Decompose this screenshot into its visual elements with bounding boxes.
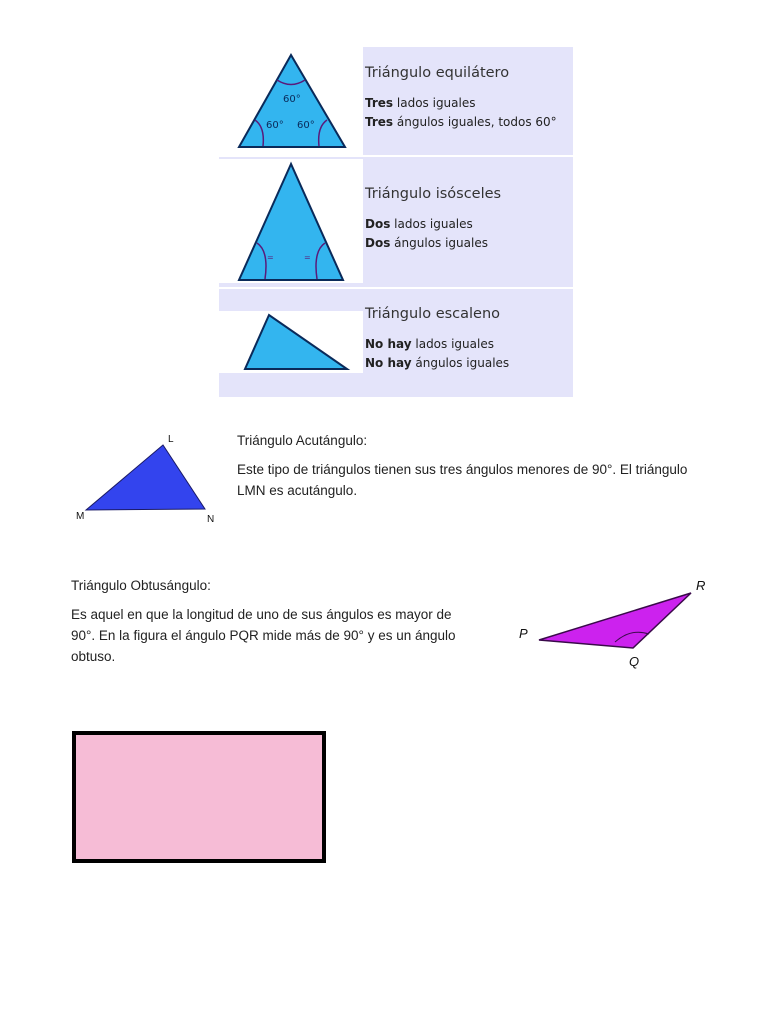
- scalene-sides-line: No hay lados iguales: [365, 337, 494, 351]
- equilateral-triangle-figure: [219, 47, 363, 155]
- vertex-label-R: R: [696, 578, 706, 593]
- equilateral-sides-line: Tres lados iguales: [365, 96, 476, 110]
- equilateral-description: [365, 65, 573, 132]
- acute-description: Este tipo de triángulos tienen sus tres ángulos menores de 90°. El triángulo LMN es acutángulo.: [237, 462, 688, 498]
- row-separator: [219, 155, 573, 157]
- acute-title: Triángulo Acutángulo:: [237, 433, 368, 448]
- equilateral-angles-line: Tres ángulos iguales, todos 60°: [365, 115, 557, 129]
- scalene-angles-line: No hay ángulos iguales: [365, 356, 510, 370]
- isosceles-sides-line: Dos lados iguales: [365, 217, 473, 231]
- obtuse-title: Triángulo Obtusángulo:: [71, 578, 211, 593]
- triangle-classification-table: [219, 47, 573, 397]
- rectangle-figure: [72, 731, 326, 863]
- row-separator: [219, 287, 573, 289]
- angle-label-right: 60°: [297, 120, 315, 131]
- equal-angle-mark-left: =: [267, 253, 274, 262]
- isosceles-triangle-figure: [219, 159, 363, 283]
- isosceles-title: Triángulo isósceles: [365, 186, 502, 202]
- isosceles-angles-line: Dos ángulos iguales: [365, 236, 488, 250]
- vertex-label-P: P: [519, 626, 528, 641]
- equilateral-title: Triángulo equilátero: [365, 65, 510, 81]
- vertex-label-M: M: [76, 511, 85, 522]
- equal-angle-mark-right: =: [304, 253, 311, 262]
- scalene-title: Triángulo escaleno: [365, 306, 501, 322]
- scalene-triangle-figure: [219, 311, 363, 373]
- angle-label-top: 60°: [283, 94, 301, 105]
- isosceles-description: [365, 186, 573, 253]
- obtuse-description: Es aquel en que la longitud de uno de sus ángulos es mayor de 90°. En la figura el ángulo PQR mide más de 90° y es un ángulo obtuso.: [71, 607, 456, 664]
- scalene-description: [365, 306, 573, 373]
- vertex-label-L: L: [168, 434, 174, 445]
- vertex-label-Q: Q: [629, 654, 640, 669]
- obtuse-triangle-figure: [497, 568, 717, 680]
- angle-label-left: 60°: [266, 120, 284, 131]
- vertex-label-N: N: [207, 514, 215, 525]
- acute-triangle-figure: [66, 418, 230, 526]
